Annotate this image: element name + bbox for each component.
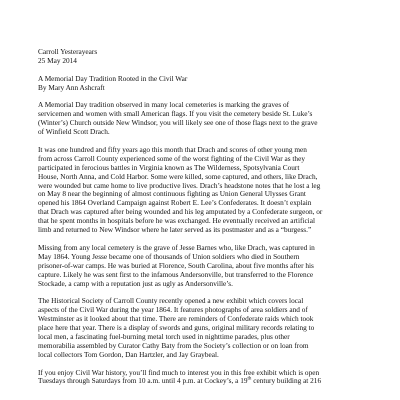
document-page <box>38 48 364 395</box>
column-name: Carroll Yesterayears <box>38 47 98 56</box>
article-byline: By Mary Ann Ashcraft <box>38 82 105 92</box>
paragraph-3: Missing from any local cemetery is the grave of Jesse Barnes who, like Drach, was captured in May 1864. Young Jesse became one of thousands of Union soldiers who died in Southern prisoner-of-war camps. He was buried at Florence, South Carolina, about five months after his capture. Likely he was sent first to the infamous Andersonville, but transferred to the Florence Stockade, a camp with a reputation just as ugly as Andersonville’s. <box>38 242 315 288</box>
paragraph-2: It was one hundred and fifty years ago this month that Drach and scores of other young men from across Carroll County experienced some of the worst fighting of the Civil War as they participated in ferocious battles in Virginia known as The Wilderness, Spotsylvania Court House, North Anna, and Cold Harbor. Some were killed, some captured, and others, like Drach, were wounded but came home to live productive lives. Drach’s headstone notes that he lost a leg on May 8 near the beginning of almost continuous fighting as Union General Ulysses Grant opened his 1864 Overland Campaign against Robert E. Lee’s Confederates. It doesn’t explain that Drach was captured after being wounded and his leg amputated by a Confederate surgeon, or that he spent months in hospitals before he was exchanged. He eventually received an artificial limb and returned to New Windsor where he later served as its postmaster and as a “burgess.” <box>38 144 323 235</box>
paragraph-5 <box>38 369 364 387</box>
ordinal-suffix: th <box>247 377 252 383</box>
article-title: A Memorial Day Tradition Rooted in the Civil War <box>38 73 188 83</box>
column-header <box>38 48 364 66</box>
paragraph-5-text-b: century building at 216 <box>251 376 322 386</box>
publication-date: 25 May 2014 <box>38 55 77 65</box>
paragraph-5-text-a: If you enjoy Civil War history, you’ll find much to interest you in this free exhibit which is open Tuesdays through Saturdays from 10 a.m. until 4 p.m. at Cockey’s, a 19 <box>38 367 320 386</box>
article-heading <box>38 75 364 93</box>
paragraph-4: The Historical Society of Carroll County recently opened a new exhibit which covers local aspects of the Civil War during the year 1864. It features photographs of area soldiers and of Westminster as it looked about that time. There are reminders of Confederate raids which took place here that year. There is a display of swords and guns, original military records relating to local men, a fascinating fuel-burning metal torch used in nighttime parades, plus other memorabilia assembled by Curator Cathy Baty from the Society’s collection or on loan from local collectors Tom Gordon, Dan Hartzler, and Jay Graybeal. <box>38 296 315 359</box>
paragraph-1: A Memorial Day tradition observed in many local cemeteries is marking the graves of servicemen and women with small American flags. If you visit the cemetery beside St. Luke’s (Winter’s) Church outside New Windsor, you will likely see one of those flags next to the grave of Winfield Scott Drach. <box>38 100 318 137</box>
